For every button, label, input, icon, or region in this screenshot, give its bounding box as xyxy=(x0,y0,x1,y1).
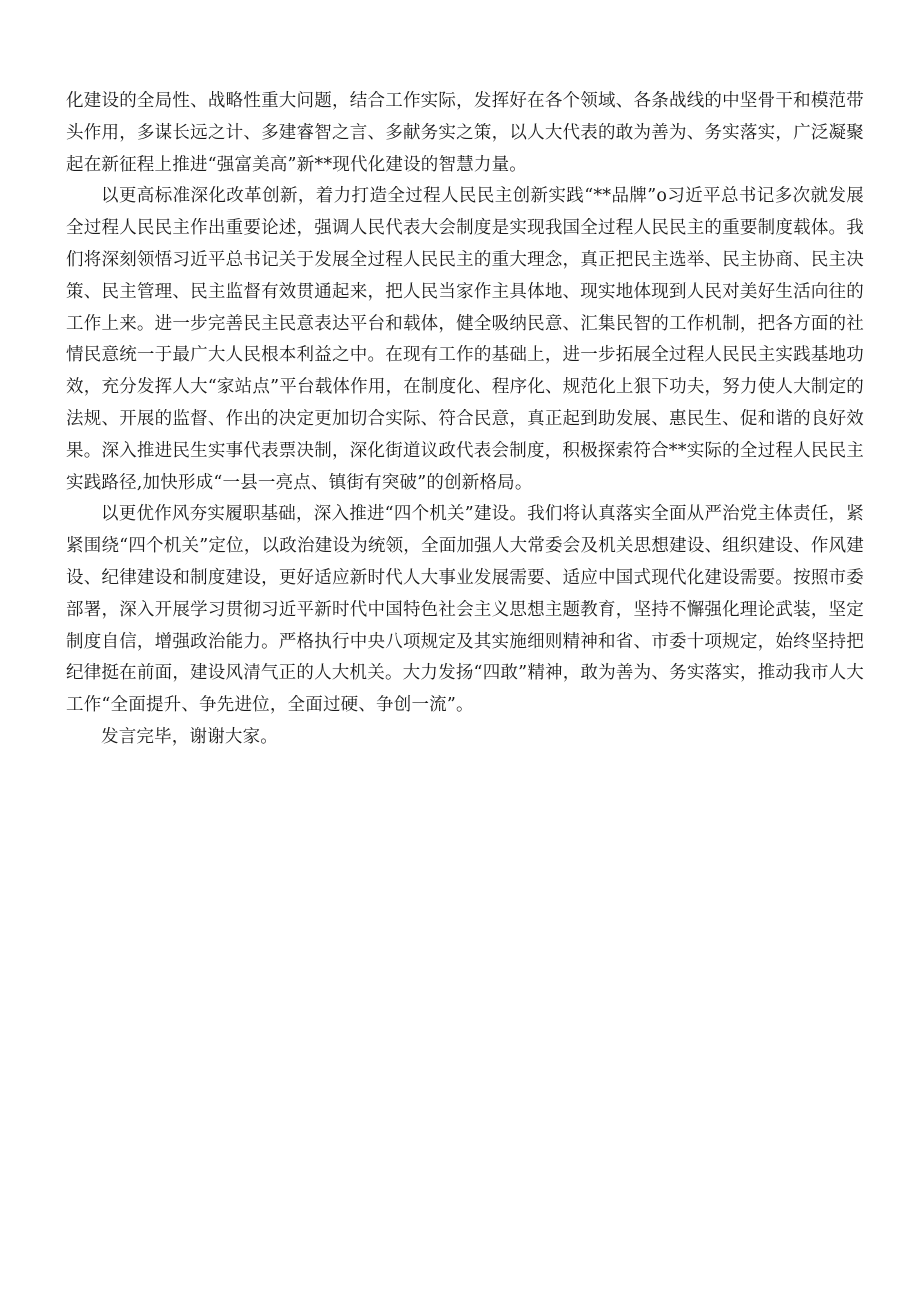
paragraph-continuation: 化建设的全局性、战略性重大问题，结合工作实际，发挥好在各个领域、各条战线的中坚骨干和模范带头作用，多谋长远之计、多建睿智之言、多献务实之策，以人大代表的敢为善为、务实落实，广泛凝聚起在新征程上推进“强富美高”新**现代化建设的智慧力量。 xyxy=(66,91,864,175)
paragraph-work-style: 以更优作风夯实履职基础，深入推进“四个机关”建设。我们将认真落实全面从严治党主体责任，紧紧围绕“四个机关”定位，以政治建设为统领，全面加强人大常委会及机关思想建设、组织建设、作风建设、纪律建设和制度建设，更好适应新时代人大事业发展需要、适应中国式现代化建设需要。按照市委部署，深入开展学习贯彻习近平新时代中国特色社会主义思想主题教育，坚持不懈强化理论武装，坚定制度自信，增强政治能力。严格执行中央八项规定及其实施细则精神和省、市委十项规定，始终坚持把纪律挺在前面，建设风清气正的人大机关。大力发扬“四敢”精神，敢为善为、务实落实，推动我市人大工作“全面提升、争先进位，全面过硬、争创一流”。 xyxy=(66,504,864,716)
paragraph-reform-innovation: 以更高标准深化改革创新，着力打造全过程人民民主创新实践“**品牌”o习近平总书记多次就发展全过程人民民主作出重要论述，强调人民代表大会制度是实现我国全过程人民民主的重要制度载体。我们将深刻领悟习近平总书记关于发展全过程人民民主的重大理念，真正把民主选举、民主协商、民主决策、民主管理、民主监督有效贯通起来，把人民当家作主具体地、现实地体现到人民对美好生活向往的工作上来。进一步完善民主民意表达平台和载体，健全吸纳民意、汇集民智的工作机制，把各方面的社情民意统一于最广大人民根本利益之中。在现有工作的基础上，进一步拓展全过程人民民主实践基地功效，充分发挥人大“家站点”平台载体作用，在制度化、程序化、规范化上狠下功夫，努力使人大制定的法规、开展的监督、作出的决定更加切合实际、符合民意，真正起到助发展、惠民生、促和谐的良好效果。深入推进民生实事代表票决制，深化街道议政代表会制度，积极探索符合**实际的全过程人民民主实践路径,加快形成“一县一亮点、镇街有突破”的创新格局。 xyxy=(66,186,864,493)
document-body xyxy=(66,86,864,754)
paragraph-closing: 发言完毕，谢谢大家。 xyxy=(101,726,278,747)
